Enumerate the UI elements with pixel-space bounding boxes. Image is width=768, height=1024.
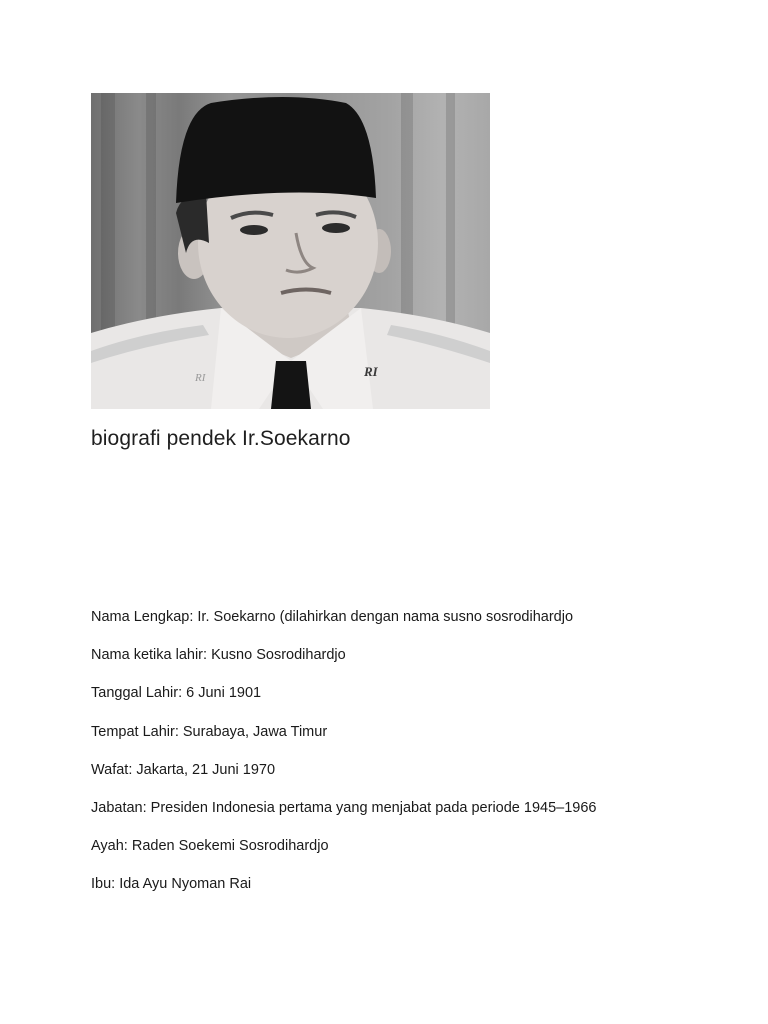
field-value: Ida Ayu Nyoman Rai: [115, 876, 252, 893]
field-label: Tanggal Lahir:: [91, 685, 183, 702]
field-label: Jabatan:: [91, 799, 147, 816]
svg-text:RI: RI: [364, 364, 378, 379]
document-title: biografi pendek Ir.Soekarno: [91, 427, 351, 450]
field-value: Raden Soekemi Sosrodihardjo: [127, 838, 329, 855]
field-value: Ir. Soekarno (dilahirkan dengan nama susno sosrodihardjo: [193, 609, 574, 625]
field-value: Kusno Sosrodihardjo: [207, 647, 346, 664]
field-nama-lengkap: [91, 607, 596, 645]
field-label: Ayah:: [91, 838, 128, 855]
portrait-illustration: [91, 93, 490, 409]
field-tempat-lahir: [91, 722, 596, 760]
field-label: Nama Lengkap:: [91, 609, 194, 625]
field-tanggal-lahir: [91, 683, 596, 721]
field-label: Nama ketika lahir:: [91, 647, 208, 664]
field-value: 6 Juni 1901: [182, 685, 262, 702]
field-jabatan: [91, 798, 596, 836]
field-value: Jakarta, 21 Juni 1970: [132, 761, 276, 778]
field-ayah: [91, 836, 596, 874]
field-label: Tempat Lahir:: [91, 723, 179, 740]
field-label: Wafat:: [91, 761, 133, 778]
field-nama-ketika-lahir: [91, 645, 596, 683]
field-wafat: [91, 760, 596, 798]
field-ibu: [91, 874, 596, 912]
portrait-photo: [91, 93, 490, 409]
field-value: Presiden Indonesia pertama yang menjabat pada periode 1945–1966: [146, 799, 597, 816]
field-value: Surabaya, Jawa Timur: [178, 723, 328, 740]
svg-text:RI: RI: [195, 372, 206, 384]
field-label: Ibu:: [91, 876, 116, 893]
biography-field-list: [91, 607, 596, 913]
